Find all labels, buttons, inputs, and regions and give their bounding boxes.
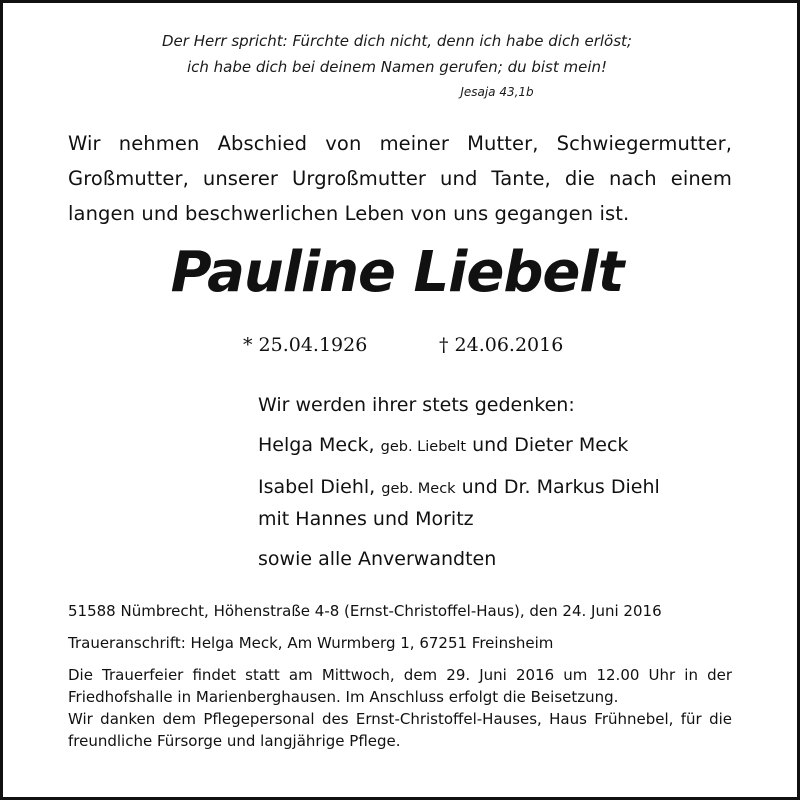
place-date: 51588 Nümbrecht, Höhenstraße 4-8 (Ernst-Christoffel-Haus), den 24. Juni 2016 (68, 602, 662, 620)
verse-reference: Jesaja 43,1b (460, 85, 534, 99)
mourners-list (258, 390, 660, 574)
mourner-2-partner: und Dr. Markus Diehl (461, 476, 660, 498)
life-dates (243, 334, 563, 356)
birth-date: * 25.04.1926 (243, 334, 368, 356)
mourner-1-name: Helga Meck, (258, 434, 375, 456)
verse-line-1: Der Herr spricht: Fürchte dich nicht, denn ich habe dich erlöst; (162, 32, 632, 50)
thanks-text: Wir danken dem Pflegepersonal des Ernst-Christoffel-Hauses, Haus Frühnebel, für die freundliche Fürsorge und langjährige Pflege. (68, 710, 732, 750)
mourner-1-partner: und Dieter Meck (472, 434, 629, 456)
mourner-2 (258, 472, 660, 504)
mourners-heading: Wir werden ihrer stets gedenken: (258, 394, 575, 416)
mourner-2-name: Isabel Diehl, (258, 476, 376, 498)
mourner-2-children: mit Hannes und Moritz (258, 508, 474, 530)
mourning-address: Traueranschrift: Helga Meck, Am Wurmberg 1, 67251 Freinsheim (68, 634, 554, 652)
intro-text: Wir nehmen Abschied von meiner Mutter, Schwiegermutter, Großmutter, unserer Urgroßmutter und Tante, die nach einem langen und beschwerlichen Leben von uns gegangen ist. (68, 132, 732, 225)
mourner-1-nee: geb. Liebelt (380, 439, 467, 455)
death-date: † 24.06.2016 (439, 334, 564, 356)
notice-footer (68, 600, 732, 752)
other-relatives: sowie alle Anverwandten (258, 548, 497, 570)
verse-line-2: ich habe dich bei deinem Namen gerufen; du bist mein! (186, 58, 608, 76)
mourner-2-nee: geb. Meck (381, 481, 456, 497)
bible-verse (0, 28, 794, 100)
deceased-name: Pauline Liebelt (170, 240, 624, 305)
funeral-info: Die Trauerfeier findet statt am Mittwoch, dem 29. Juni 2016 um 12.00 Uhr in der Friedhofshalle in Marienberghausen. Im Anschluss erfolgt die Beisetzung. (68, 666, 732, 706)
mourner-1 (258, 430, 660, 462)
